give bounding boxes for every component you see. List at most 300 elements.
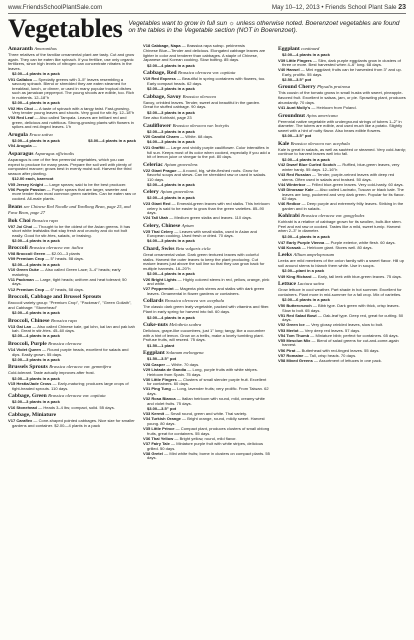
plant-item: V11 Packman — Large, tight heads; uniform and heat tolerant; 50 days. [8, 276, 127, 287]
section-latin-name: Brassica oleracea var. capitata [48, 393, 106, 399]
item-code: V10 [8, 267, 16, 273]
price-line [12, 311, 136, 316]
price-label: $2.00—4 plants in a pack [282, 156, 330, 162]
item-name: Listada de Gandia [151, 367, 187, 372]
section-name: Kale [278, 140, 290, 147]
item-code: V49 [278, 273, 286, 279]
section-description: Savoy, crinkled leaves. Tender, sweet and beautiful in the garden. Great for stuffed cabbage. 90 days. [143, 99, 261, 110]
item-code: V45 [278, 187, 286, 192]
section-latin-name: Brassica oleracea var. acephala [290, 140, 350, 146]
plant-item: V12 Premium Crop — 6" heads, 58 days. [8, 286, 84, 292]
plant-item: V48 Kossak — Heirloom giant. Stores well. 80 days. [278, 244, 373, 250]
item-name: Cabbage, Napa [151, 44, 181, 48]
price-label: $2.00—3 plants in a pack [147, 128, 195, 134]
item-description: Magenta pink stems and stalks with dark green leaves. Ornamental in flower gardens or containers. [147, 286, 265, 296]
item-code: V15 [8, 381, 16, 387]
section-name: Collards [143, 298, 164, 305]
section-name: Amaranth [8, 46, 33, 52]
plant-item: V25 Thai Celery — Leaves with small stalks, used in Asian and European cooking. Used fresh or dried. 70 days. [143, 228, 258, 239]
section-name: Chard, Swiss [143, 245, 175, 252]
item-code: V43 [278, 172, 286, 178]
item-description: Small round, green and white. Thai variety. [170, 411, 248, 417]
price-label: $2.00—4 plants in a pack [147, 314, 195, 320]
item-name: Tall Utah [151, 215, 169, 221]
plant-item: V35 Little Prince — Compact plant, produces clusters of small oblong fruits, great for containers. 55 days. [143, 426, 270, 436]
price-line [12, 358, 136, 363]
item-description: Very glossy crinkled leaves, slow to bolt. [311, 322, 384, 328]
section-name: Beans [8, 203, 23, 210]
plant-item: V05 Jersey Knight — Large spears; said to be the best producer. [8, 181, 127, 187]
section-latin-name: Beta vulgaris cicla [175, 245, 211, 251]
plant-item: V19 Red Express — Beautiful in spring containers with flowers, too. Early compact heads. 62 days. [143, 76, 266, 86]
item-code: V09 [8, 256, 16, 262]
item-description: Also called Green Lace; 3–4" heads; early maturing. [12, 267, 121, 277]
item-description: Specialty greens with 3–5" leaves resembling a savoury spinach. Blend or shredded they are eaten steamed for breakfast, lunch, or dinner, or used in many popular tropical dishes such as jamaican pepperpot. The young shoots are edible, too. Rich in nutrients. 12–18"h [12, 76, 135, 100]
item-code: V37 [143, 440, 151, 446]
section-latin-name: Melothria scabra [169, 322, 202, 328]
price-label: $2.00—4 plants in a pack [147, 271, 195, 277]
plant-item: V53 Merlot — Very deep red leaves. 57 days. [278, 327, 361, 333]
item-description: Very deep red leaves. 57 days. [304, 327, 361, 333]
item-description: Large and vividly purple cauliflower. Color intensifies in full sun. Keeps most of its color when cooked, especially if you add a bit of lemon juice or vinegar to the pot. 80 days. [147, 144, 271, 160]
item-description: Purple spears that are larger, sweeter and more tender than most common green varieties. Can be eaten raw or cooked. All-male plants. [12, 186, 136, 201]
plant-item: V46 Redbor — Deep purple and extremely frilly leaves. Striking in the garden and in salads. [278, 201, 404, 211]
section-heading [143, 94, 271, 100]
section-description: Three relatives of the familiar ornamental plant are tasty. Cut and grow again. They can be eaten like spinach. If you fertilize, use only organic fertilizers, since high levels of nitrogen can concentrate nitrates in the leaves. [8, 52, 135, 71]
item-code: V50 [278, 303, 286, 309]
plant-item: V10 Green Duke — Also called Green Lace; 3–4" heads; early maturing. [8, 267, 121, 277]
section-name: Celery, Chinese [143, 222, 181, 229]
masthead [8, 14, 406, 43]
section-name: Cauliflower [143, 122, 172, 129]
item-name: Red Salad Bowl [286, 312, 317, 318]
section-latin-name: see Chinese Red Noodle and Yardlong Bean, page 25, and Fava Bean, page 27 [8, 203, 131, 215]
section-latin-name: Brassica oleracea var. botrytis [172, 122, 229, 128]
item-name: Red Express [151, 76, 176, 82]
section-latin-name: Apios americana [306, 112, 338, 118]
price-label: $2.00—3 plants in a pack [12, 399, 60, 405]
column-2 [143, 44, 271, 461]
section-name: Celeriac [143, 161, 163, 168]
price-line [12, 239, 136, 244]
plant-item: V29 Listada de Gandia — Long, purple fruits with white stripes. Heirloom from Spain. 75 days. [143, 367, 258, 377]
item-code: V55 [278, 337, 286, 343]
price-line [12, 334, 136, 339]
item-code: V07 [8, 223, 16, 229]
item-code: V52 [278, 322, 286, 328]
plant-item: V07 Joi Choi — Thought to be the oldest of the Asian greens. It has short white leafstalks that stay fresh and crunchy and do not bolt easily. Good for stir-fries, salads, or braising. [8, 223, 131, 238]
item-description: Cone-shaped pointed cabbages. Nice size for smaller gardens and container. $2.00—4 plants in a pack [12, 418, 135, 429]
item-description: Early-maturing; produces large crops of tight-headed sprouts. 110 days. [12, 381, 129, 391]
price-label: $2.00—4 plants in a pack [12, 237, 60, 243]
item-name: Casper [151, 361, 166, 367]
item-description: Bibb type. Dark green with thick, crisp leaves. Slow to bolt. 65 days. [282, 303, 400, 313]
plant-item: V31 Ping Tung — Long, lavender fruits; very prolific. From Taiwan. 62 days. [143, 386, 269, 396]
price-label: $2.00—4 plants in a pack [12, 71, 60, 77]
price-label: $2.00—4 plants in a pack [282, 52, 330, 57]
price-line [147, 64, 271, 69]
item-code: V19 [143, 76, 151, 82]
item-code: V14 [8, 346, 16, 352]
item-description: Early, tall leek with blue-green leaves. 75 days. [317, 273, 402, 279]
item-name: Mixed Greens [286, 357, 313, 363]
price-label: $2.00—3 plants in a pack [12, 356, 60, 362]
item-code: V17 [8, 418, 16, 424]
plant-item: V03 Red Leaf — Also called Tampala. Leaves are brilliant red and green, delicious and nutritious. Strong-growing plants with flowers in spikes and red-tinged leaves. 1'h [8, 115, 134, 130]
plant-item: V28 Casper — White. 70 days. [143, 361, 200, 367]
plant-item: V57 Romaine — Tall, crisp heads. 70 days. [278, 352, 357, 358]
item-name: Thai Yellow [151, 435, 174, 441]
item-description: Large spears; said to be the best producer. [49, 181, 127, 187]
item-name: Caraflex [16, 418, 33, 424]
item-code: V56 [278, 347, 286, 353]
price-alt: $3.00—4 plants in a pack [88, 137, 136, 143]
price-label: $2.00—6 plants in a pack [12, 310, 60, 316]
section-name: Broccoli, Purple [8, 340, 47, 347]
section-description: Great ornamental value. Dark green textured leaves with colorful stalks. Harvest the outer leaves to keep the plant producing. Cut mature leaves just above the soil line so that they can grow back for multiple harvests. 16–20"h [143, 251, 265, 271]
item-description: Highly colored stems in red, yellow, orange, pink and white. [147, 276, 270, 287]
plant-item: V30 Little Fingers — Clusters of small slender purple fruit. Excellent for containers. 60 days. [143, 376, 267, 387]
item-description: A taste of spinach with a tangy twist. Fast-growing. Very tender young leaves and shoots. Very good for stir-fry. 12–18"h [12, 105, 135, 116]
price-label: $2.00—plant in a pack [282, 268, 325, 274]
item-description: Compact plant, produces clusters of small oblong fruits, great for containers. 55 days. [147, 426, 270, 436]
item-description: Also called Tampala. Leaves are brilliant red and green, delicious and nutritious. Strong-growing plants with flowers in spikes and red-tinged leaves. 1'h [12, 115, 134, 130]
section-name: Cabbage, Savoy [143, 93, 182, 100]
item-description: Heirloom from Poland. [316, 105, 357, 111]
plant-item: V02 Hin Choi — A taste of spinach with a tangy twist. Fast-growing. Very tender young leaves and shoots. Very good for stir-fry. 12–18"h [8, 105, 135, 116]
section-name: Cabbage, Miniature [8, 412, 57, 419]
section-latin-name: Apium graveolens [164, 161, 198, 167]
item-code: V54 [278, 332, 286, 338]
section-name: Cabbage, Green [8, 393, 47, 400]
item-name: Green Ice [286, 322, 305, 328]
price-label: $2.50—3.5" pot [282, 76, 312, 82]
item-name: Ping Tung [151, 386, 171, 392]
plant-item: V04 Arugula — [8, 143, 37, 149]
item-code: V21 [143, 144, 151, 150]
item-code: V34 [143, 416, 151, 422]
item-name: Buttercrunch [286, 303, 312, 309]
item-description: Ruffled, blue-green leaves, very winter hardy. 55 days. 12–16"h [282, 162, 400, 173]
price-label: $4.00—3 plants in a pack [147, 238, 195, 244]
item-code: V25 [143, 228, 151, 234]
item-name: Little Fingers [286, 57, 312, 63]
price-label: $4.00—3 plants in a pack [147, 139, 195, 145]
item-code: V23 [143, 200, 151, 206]
item-description: $2.00—3 plants [51, 251, 80, 257]
item-code: V05 [8, 181, 16, 187]
item-description: Long, lavender fruits; very prolific. From Taiwan. 62 days. [147, 386, 269, 396]
plant-item: V33 Kermit — Small round, green and white. Thai variety. [143, 411, 248, 417]
section-description: Kale is great in salads, as well as sautéed or steamed. Very cold-hardy; continue to harvest leaves well into fall. [278, 146, 406, 157]
plant-item: V08 Broccoli Green — $2.00—3 plants [8, 251, 80, 257]
item-code: V20 [143, 134, 151, 140]
item-name: King Richard [286, 273, 312, 279]
price-line [147, 183, 271, 188]
item-description: Heads 3–4 lbs; compact, solid. 55 days. [43, 404, 115, 410]
section-latin-name: Amaranthus [34, 46, 57, 51]
item-description: Leaves with small stalks, used in Asian and European cooking. Used fresh or dried. 70 days. [147, 228, 258, 239]
item-name: Red Leaf [16, 115, 34, 121]
item-code: V33 [143, 411, 151, 417]
plant-item: V37 Fairy Tale — Miniature purple fruit with white stripes, delicious grilled. 50 days. [143, 440, 264, 451]
item-code: V16 [8, 404, 16, 410]
item-name: Premium Crop [16, 256, 45, 262]
plant-item: V52 Green Ice — Very glossy crinkled leaves, slow to bolt. [278, 322, 384, 328]
price-label: $2.00—4 plants in a pack [147, 181, 195, 187]
plant-item: V24 Tall Utah — Medium green stalks and leaves. 110 days. [143, 215, 252, 221]
section-name: Broccoli [8, 245, 28, 252]
section-description: Perennial native vegetable with underground strings of tubers 1–2" in diameter. The tubers are edible, and used much like a potato. Slightly sweet with a hint of nutty flavor. Also bears edible flowers. [278, 118, 403, 133]
item-name: Peppermint [151, 286, 174, 292]
item-name: Hestia/Jade Cross [16, 381, 52, 387]
plant-item: V58 Mixed Greens — Assortment of lettuces in one pack. [278, 357, 382, 363]
item-code: V29 [143, 367, 151, 372]
plant-item: V54 Tom Thumb — Miniature bibb; perfect for containers. 65 days. [278, 332, 399, 338]
item-name: Turkish Orange [151, 416, 181, 422]
item-name: Jersey Knight [16, 181, 44, 187]
item-name: Candid Charm [151, 134, 179, 140]
section-latin-name: Eruca sativa [29, 131, 53, 137]
column-3 [278, 44, 406, 461]
item-name: Dwarf Blue Curled Scotch [286, 162, 337, 168]
plant-item: V56 Pirat — Butterhead with red-tinged leaves. 55 days. [278, 347, 380, 353]
item-code: V18 [143, 44, 151, 48]
item-description: Tall, crisp heads. 70 days. [309, 352, 357, 358]
plant-item: V32 Rosa Bianca — Italian heirloom with round, mild, creamy white and violet fruits. 75 days. [143, 396, 265, 406]
item-name: Romaine [286, 352, 304, 358]
section-latin-name: Brassica oleracea var. capitata [177, 70, 236, 76]
section-name: Arugula [8, 131, 28, 138]
section-heading [278, 141, 406, 147]
item-code: V31 [143, 386, 151, 392]
item-name: Gretel [151, 450, 164, 456]
item-code: V44 [278, 181, 286, 187]
item-code: V03 [8, 115, 16, 121]
page-number: 23 [398, 4, 406, 11]
price-label: $2.00—4 plants in a pack [282, 233, 330, 239]
section-description: Delicious, grape-like cucumbers, just 1" long; tangy, like a cucumber with a hint of lemon. Grow on a trellis, make a lovely tumbling plant. Profuse fruits, will reseed. 75 days. [143, 328, 265, 343]
item-code: V36 [143, 435, 151, 441]
item-name: Fairy Tale [151, 440, 170, 446]
plant-item: V42 Dwarf Blue Curled Scotch — Ruffled, blue-green leaves, very winter hardy. 55 days. 12–16"h [278, 162, 400, 173]
section-latin-name: Asparagus officinalis [34, 151, 75, 157]
section-latin-name: Brassica rapa [50, 317, 77, 323]
item-description: Blend of salad greens for cut-and-come-again harvest. [282, 337, 399, 348]
price-line [147, 239, 271, 244]
item-name: Broccoli Green [16, 251, 46, 257]
section-latin-name: Brassica oleracea var. gemmifera [49, 364, 112, 370]
plant-item: V38 Gretel — Mini white fruits; borne in clusters on compact plants. 55 days. [143, 450, 270, 461]
plant-item: V47 Early Purple Vienna — Purple exterior, white flesh. 60 days. [278, 239, 396, 245]
item-code: V41 [278, 105, 286, 111]
plant-item: V51 Red Salad Bowl — Oak-leaf type. Deep red, great for cutting. 50 days. [278, 312, 404, 323]
plant-item: V20 Candid Charm — White. 68 days. [143, 134, 214, 140]
plant-item: V40 Hansel — Mini eggplant; fruits can be harvested from 3" and up. Early, prolific. 55 days. [278, 67, 402, 77]
section-latin-name: Allium ampeloprasum [293, 252, 335, 258]
price-label: $2.00—4 plants in a pack [12, 261, 60, 267]
item-name: Graffiti [151, 144, 165, 150]
item-name: Packman [16, 276, 34, 282]
price-label: $3.00—3.5" pot [147, 405, 177, 411]
item-description: A round, big, white-fleshed roots. Grow for flavorful soups and stews. Can be shredded raw or used in salads. 110 days. [147, 167, 267, 182]
item-code: V24 [143, 215, 151, 221]
item-name: Little Prince [151, 426, 175, 432]
price-line [282, 134, 406, 139]
section-name: Ground Cherry [278, 84, 316, 91]
item-code: V26 [143, 276, 151, 282]
item-name: Hansel [286, 67, 300, 73]
plant-item: V16 Stonehead — Heads 3–4 lbs; compact, solid. 55 days. [8, 404, 115, 410]
item-code: V48 [278, 244, 286, 250]
item-description: Deep purple and extremely frilly leaves. Striking in the garden and in salads. [282, 201, 404, 211]
price-label: $2.00—6 plants in a pack [282, 297, 330, 303]
section-name: Leeks [278, 252, 292, 259]
price-label: $1.50—3.5" pot [147, 356, 177, 362]
item-name: Giant Red [151, 200, 171, 206]
section-name: Kohlrabi [278, 213, 300, 220]
item-description: Mini eggplant; fruits can be harvested from 3" and up. Early, prolific. 55 days. [282, 67, 402, 77]
section-latin-name: Apium graveolens [160, 189, 194, 195]
item-code: V51 [278, 312, 286, 318]
event-line: May 10–12, 2013 • Friends School Plant Sale [271, 4, 397, 11]
plant-item: V22 Giant Prague — A round, big, white-fleshed roots. Grow for flavorful soups and stews. Can be shredded raw or used in salads. 110 days. [143, 167, 267, 182]
price-label: $2.00—4 plants in a pack [147, 195, 195, 201]
item-description: Brassica rapa subsp. pekinensis [186, 44, 245, 48]
item-description: Clusters of small slender purple fruit. Excellent for containers. 60 days. [147, 376, 267, 387]
item-code: V47 [278, 239, 286, 245]
item-description: Round purple heads, excellent for salads and dips. Easily grown. 55 days. [12, 346, 129, 357]
page-title: Vegetables [8, 14, 123, 43]
item-name: Purple Passion [16, 186, 46, 192]
section-latin-name: Solanum melongena [166, 350, 204, 356]
section-description: Broccoli variety group: "Premium Crop", "Packman", "Green Goliath", and Cabbage: "Stonehead" [8, 300, 132, 310]
item-name: Winterbor [286, 181, 306, 187]
plant-item: V27 Peppermint — Magenta pink stems and stalks with dark green leaves. Ornamental in flower gardens or containers. [143, 286, 265, 296]
item-code: V11 [8, 276, 15, 282]
plant-item: V26 Bright Lights — Highly colored stems in red, yellow, orange, pink and white. [143, 276, 270, 287]
item-code: V42 [278, 162, 286, 168]
plant-item: V34 Turkish Orange — Bright orange, round, mildly sweet. Harvest young. 80 days. [143, 416, 265, 426]
item-code: V39 [278, 57, 286, 63]
item-description: Assortment of lettuces in one pack. [318, 357, 382, 363]
section-latin-name: Brassica rapa [31, 217, 58, 223]
item-name: Gai Lan [16, 323, 32, 329]
item-description: Medium green stalks and leaves. 110 days. [174, 215, 252, 221]
running-header [8, 4, 406, 13]
item-description: Butterhead with red-tinged leaves. 55 days. [301, 347, 380, 353]
item-name: Kermit [151, 411, 165, 417]
item-code: V22 [143, 167, 151, 173]
item-name: Premium Crop [16, 286, 45, 292]
item-description: White. 68 days. [185, 134, 214, 140]
item-code: V57 [278, 352, 286, 358]
price-label: $3.00—3.5" pot [282, 133, 312, 139]
item-description: Bright yellow, round, mild flavor. [179, 435, 237, 441]
item-description: Miniature purple fruit with white stripes, delicious grilled. 50 days. [147, 440, 264, 451]
item-name: Kossak [286, 244, 301, 250]
item-code: V04 [8, 143, 16, 149]
column-1 [8, 44, 136, 461]
section-name: Eggplant [278, 46, 300, 52]
section-latin-name: Lactuca sativa [297, 281, 325, 287]
item-description: Slim, dark purple eggplants grow in clusters of three or more. Best harvested when 4–6" long. 68 days. [282, 57, 401, 68]
section-latin-name: Brassica oleracea var. gongylodes [301, 213, 365, 219]
price-label: $1.50—1 plant [147, 342, 175, 348]
price-label: $12.00 each, bareroot [12, 176, 54, 182]
item-description: Emerald-green leaves with red stalks. This heirloom celery is said to be easier to grow than the green varieties. 85–90 days. [147, 200, 270, 216]
plant-item: V18 Cabbage, Napa — Brassica rapa subsp. pekinensis [143, 44, 245, 48]
price-label: $2.00—3 plants in a pack [147, 109, 195, 115]
price-line [147, 316, 271, 321]
price-line [147, 87, 271, 92]
item-description: Tender, purple-veined leaves with deep red stems. Often used in salads and braised. 50 days. [282, 172, 395, 182]
plant-item: V43 Red Russian — Tender, purple-veined leaves with deep red stems. Often used in salads and braised. 50 days. [278, 172, 395, 182]
section-name: Celery [143, 189, 159, 196]
item-code: V13 [8, 323, 16, 329]
plant-item: V41 Aunt Molly's — Heirloom from Poland. [278, 105, 357, 111]
columns [8, 44, 406, 461]
item-name: Stonehead [16, 404, 38, 410]
plant-item: V23 Giant Red — Emerald-green leaves with red stalks. This heirloom celery is said to be easier to grow than the green varieties. 85–90 days. [143, 200, 270, 216]
section-heading [8, 204, 136, 216]
section-description: Cold-tolerant. Taste actually improves after frost. [8, 370, 95, 376]
item-code: V12 [8, 286, 16, 292]
item-code: V01 [8, 76, 16, 82]
item-description: Bright orange, round, mildly sweet. Harvest young. 80 days. [147, 416, 265, 426]
section-name: Lettuce [278, 281, 297, 288]
section-name: Asparagus [8, 151, 34, 158]
section-name: Bok Choi [8, 217, 31, 224]
section-name: Brussels Sprouts [8, 364, 48, 371]
item-description: Also called Lacinato, Tuscan or black kale. The leaves are long, puckered and very dark green. Popular for its flavor. 62 days. [282, 187, 405, 202]
price-label: $2.00—3 plants in a pack [147, 86, 195, 92]
section-heading [278, 113, 406, 119]
item-code: V30 [143, 376, 151, 382]
section-latin-name: continued [301, 46, 320, 51]
item-name: Early Purple Vienna [286, 239, 325, 245]
price-label: $2.00—4 plants in a pack [12, 333, 60, 339]
item-name: Callaloo [16, 76, 33, 82]
plant-item: V55 Mesclun Mix — Blend of salad greens for cut-and-come-again harvest. [278, 337, 399, 348]
intro-text: Vegetables want to grow in full sun ☼ unless otherwise noted. Boerenzoet vegetables are found on the tables in the Vegetable section (NOT in Boerenzoet). [128, 20, 400, 35]
site-url[interactable]: www.FriendsSchoolPlantSale.com [8, 4, 103, 11]
section-latin-name: Physalis pruinosa [317, 84, 351, 90]
item-description: Frilled blue-green leaves. Very cold-hardy. 60 days. [311, 181, 404, 187]
plant-item: V17 Caraflex — Cone-shaped pointed cabbages. Nice size for smaller gardens and container. $2.00—4 plants in a pack [8, 418, 135, 429]
item-code: V35 [143, 426, 151, 432]
item-code: V28 [143, 361, 151, 367]
item-name: Hin Choi [16, 105, 33, 111]
item-description: Oak-leaf type. Deep red, great for cutting. 50 days. [282, 312, 404, 323]
item-name: Red Russian [286, 172, 311, 178]
plant-item: V36 Thai Yellow — Bright yellow, round, mild flavor. [143, 435, 237, 441]
item-name: Violet Queen [16, 346, 41, 352]
item-name: Arugula [16, 143, 32, 149]
item-name: Little Fingers [151, 376, 177, 382]
item-code: V40 [278, 67, 286, 73]
section-latin-name: Brassica oleracea [48, 340, 82, 346]
section-latin-name: Brassica oleracea var. acephala [164, 298, 225, 304]
price-label: $2.00—3 plants in a pack [12, 375, 60, 381]
section-heading [143, 123, 271, 129]
section-description: The classic dark green leafy vegetable, packed with vitamins and fiber. Plant in early spring for harvest into fall. 60 days. [143, 304, 270, 315]
section-name: Groundnut [278, 112, 305, 119]
plant-item: V15 Hestia/Jade Cross — Early-maturing; produces large crops of tight-headed sprouts. 110 days. [8, 381, 129, 391]
item-description: Mini white fruits; borne in clusters on compact plants. 55 days. [147, 450, 270, 461]
price-label: $2.00—4 plants in a pack [147, 62, 195, 68]
item-name: Aunt Molly's [286, 105, 311, 111]
